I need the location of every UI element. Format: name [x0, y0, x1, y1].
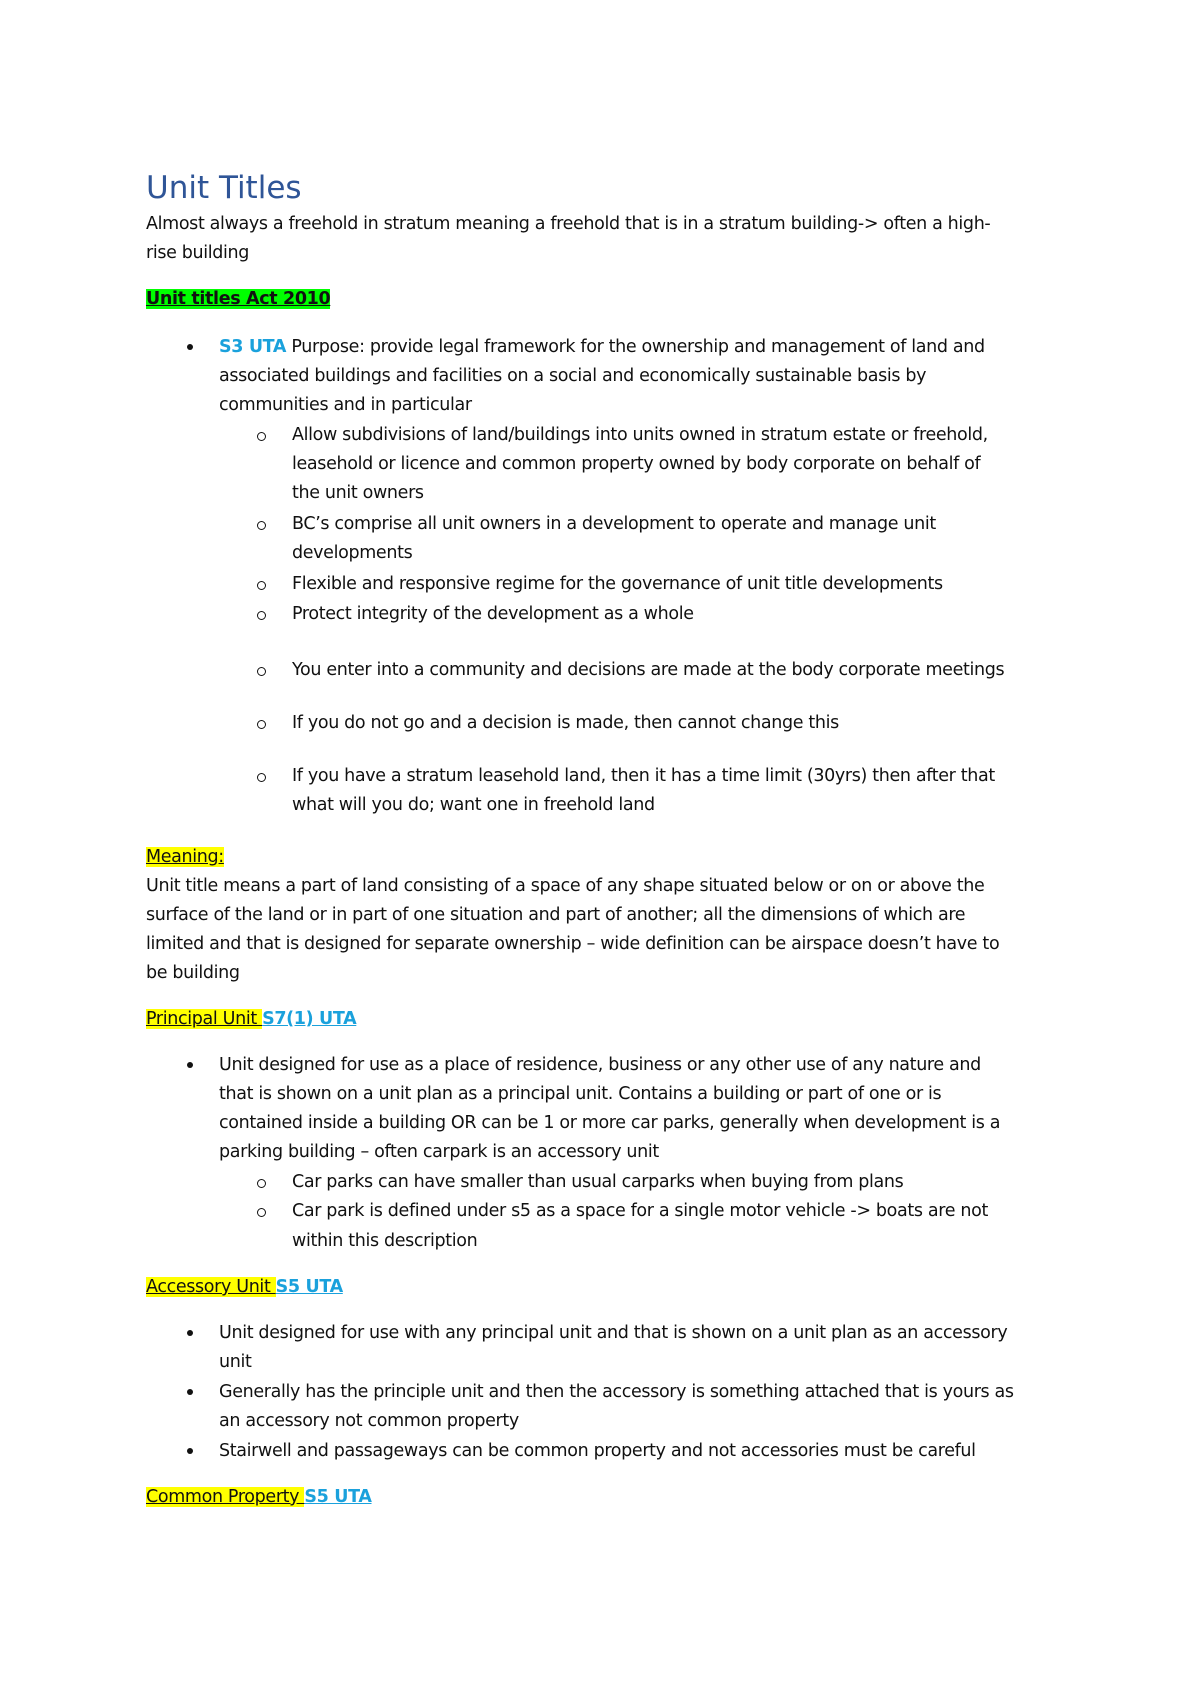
s3-sub-1-line-2: leasehold or licence and common property owned by body corporate on behalf of [292, 454, 981, 474]
accessory-heading-line [146, 1275, 343, 1299]
principal-heading-line [146, 1007, 356, 1031]
circle-bullet-icon [257, 432, 266, 441]
circle-bullet-icon [257, 720, 266, 729]
s3-sub-2-line-1: BC’s comprise all unit owners in a development to operate and manage unit [292, 514, 936, 534]
circle-bullet-icon [257, 521, 266, 530]
common-ref: S5 UTA [304, 1487, 372, 1507]
intro-line-2: rise building [146, 243, 250, 263]
s3-line-2: associated buildings and facilities on a social and economically sustainable basis by [219, 366, 927, 386]
s3-line-1: S3 UTA Purpose: provide legal framework for the ownership and management of land and [219, 337, 985, 357]
s3-line-3: communities and in particular [219, 395, 472, 415]
meaning-heading: Meaning: [146, 847, 224, 867]
accessory-2-line-2: an accessory not common property [219, 1411, 519, 1431]
principal-sub-2-line-1: Car park is defined under s5 as a space for a single motor vehicle -> boats are not [292, 1201, 988, 1221]
page-title: Unit Titles [146, 170, 302, 206]
bullet-icon [187, 344, 193, 350]
principal-line-1: Unit designed for use as a place of residence, business or any other use of any nature and [219, 1055, 981, 1075]
principal-ref: S7(1) UTA [262, 1009, 357, 1029]
meaning-line-1: Unit title means a part of land consisting of a space of any shape situated below or on or above the [146, 876, 985, 896]
s3-sub-4: Protect integrity of the development as a whole [292, 604, 694, 624]
circle-bullet-icon [257, 1179, 266, 1188]
circle-bullet-icon [257, 1208, 266, 1217]
circle-bullet-icon [257, 773, 266, 782]
common-heading-line [146, 1485, 372, 1509]
intro-line-1: Almost always a freehold in stratum meaning a freehold that is in a stratum building-> often a high- [146, 214, 991, 234]
act-heading: Unit titles Act 2010 [146, 289, 331, 309]
s3-ref: S3 UTA [219, 337, 287, 357]
meaning-line-2: surface of the land or in part of one situation and part of another; all the dimensions of which are [146, 905, 966, 925]
principal-line-3: contained inside a building OR can be 1 or more car parks, generally when development is a [219, 1113, 1001, 1133]
circle-bullet-icon [257, 667, 266, 676]
principal-sub-1: Car parks can have smaller than usual carparks when buying from plans [292, 1172, 904, 1192]
accessory-3: Stairwell and passageways can be common property and not accessories must be careful [219, 1441, 976, 1461]
meaning-line-3: limited and that is designed for separate ownership – wide definition can be airspace doesn’t have to [146, 934, 1000, 954]
circle-bullet-icon [257, 611, 266, 620]
common-heading: Common Property [146, 1487, 305, 1507]
meaning-line-4: be building [146, 963, 240, 983]
s3-sub-2-line-2: developments [292, 543, 413, 563]
bullet-icon [187, 1389, 193, 1395]
s3-sub-6: If you do not go and a decision is made, then cannot change this [292, 713, 839, 733]
bullet-icon [187, 1330, 193, 1336]
principal-line-2: that is shown on a unit plan as a principal unit. Contains a building or part of one or is [219, 1084, 942, 1104]
circle-bullet-icon [257, 581, 266, 590]
s3-sub-3: Flexible and responsive regime for the governance of unit title developments [292, 574, 943, 594]
s3-sub-5: You enter into a community and decisions are made at the body corporate meetings [292, 660, 1005, 680]
bullet-icon [187, 1448, 193, 1454]
s3-sub-7-line-2: what will you do; want one in freehold land [292, 795, 655, 815]
principal-heading: Principal Unit [146, 1009, 263, 1029]
s3-sub-7-line-1: If you have a stratum leasehold land, then it has a time limit (30yrs) then after that [292, 766, 995, 786]
principal-sub-2-line-2: within this description [292, 1231, 478, 1251]
accessory-1-line-1: Unit designed for use with any principal unit and that is shown on a unit plan as an accessory [219, 1323, 1008, 1343]
s3-sub-1-line-3: the unit owners [292, 483, 424, 503]
accessory-heading: Accessory Unit [146, 1277, 276, 1297]
accessory-ref: S5 UTA [275, 1277, 343, 1297]
principal-line-4: parking building – often carpark is an accessory unit [219, 1142, 659, 1162]
accessory-2-line-1: Generally has the principle unit and then the accessory is something attached that is yours as [219, 1382, 1014, 1402]
s3-sub-1-line-1: Allow subdivisions of land/buildings into units owned in stratum estate or freehold, [292, 425, 988, 445]
bullet-icon [187, 1062, 193, 1068]
accessory-1-line-2: unit [219, 1352, 252, 1372]
